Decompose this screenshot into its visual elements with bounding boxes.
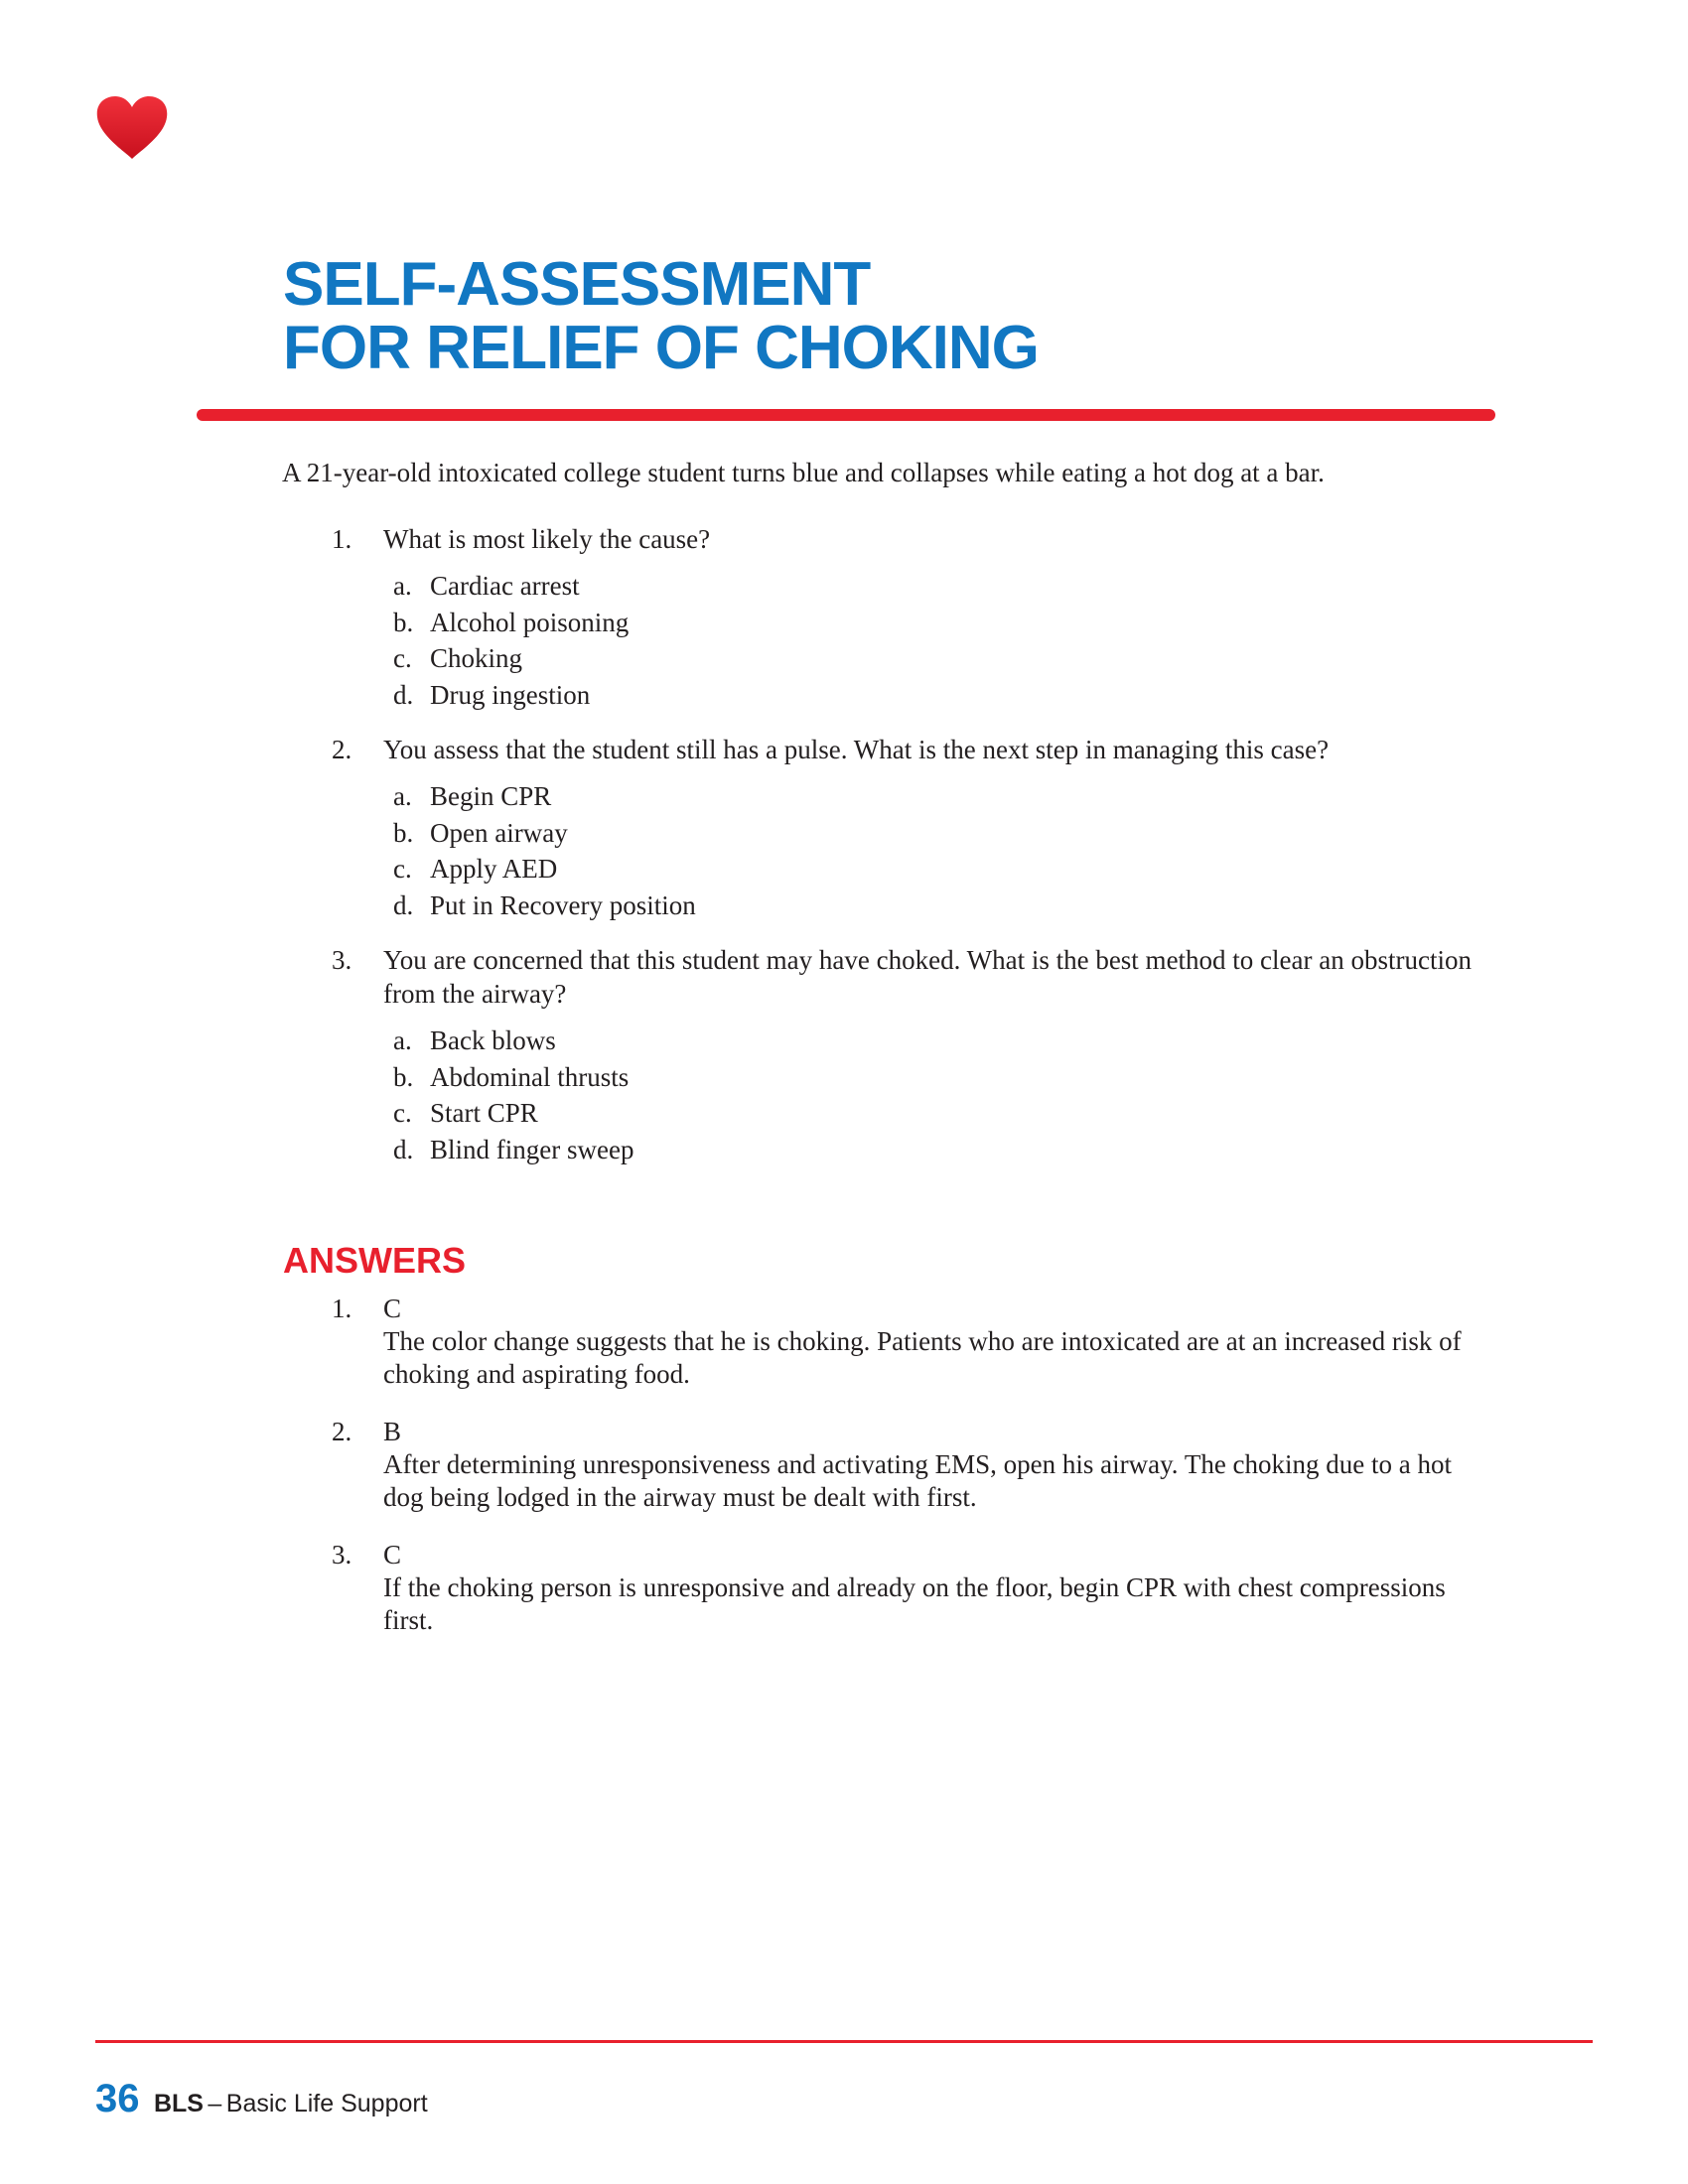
page-title-line-2: FOR RELIEF OF CHOKING [283,314,1039,382]
option-letter: b. [393,607,414,637]
footer-book-title: BLS [153,2090,204,2117]
answer-number: 1. [332,1294,352,1323]
option-item [393,677,1493,714]
option-letter: a. [393,571,412,601]
question-number: 2. [332,735,352,764]
page-title [283,250,1039,382]
page-title-line-1: SELF-ASSESSMENT [283,250,871,319]
option-item [393,1023,1493,1059]
option-text: Abdominal thrusts [430,1061,630,1092]
question-3 [282,943,1493,1167]
option-letter: b. [393,1061,414,1092]
answer-explanation: The color change suggests that he is choking. Patients who are intoxicated are at an increased risk of choking and aspirating food. [383,1326,1462,1389]
option-text: Alcohol poisoning [430,607,630,637]
option-text: Begin CPR [430,781,552,811]
option-text: Start CPR [430,1098,538,1128]
option-list [393,568,1493,713]
option-item [393,568,1493,605]
answer-list [282,1293,1493,1662]
option-letter: b. [393,817,414,848]
option-list [393,778,1493,923]
option-item [393,605,1493,641]
answer-3 [282,1539,1493,1637]
option-letter: a. [393,1025,412,1055]
answer-letter: C [383,1540,402,1570]
question-list [282,522,1493,1167]
option-letter: c. [393,854,412,884]
answer-2 [282,1416,1493,1514]
option-text: Drug ingestion [430,679,591,710]
option-letter: c. [393,643,412,673]
option-text: Blind finger sweep [430,1134,634,1164]
option-item [393,1095,1493,1132]
answer-explanation: If the choking person is unresponsive and already on the floor, begin CPR with chest compressions first. [383,1572,1446,1635]
question-2 [282,733,1493,923]
scenario-text: A 21-year-old intoxicated college student turns blue and collapses while eating a hot dog at a bar. [282,458,1325,487]
answer-number: 3. [332,1540,352,1570]
page-footer [95,2077,428,2120]
answer-letter: B [383,1417,402,1446]
question-1 [282,522,1493,713]
answer-letter: C [383,1294,402,1323]
question-text: You assess that the student still has a pulse. What is the next step in managing this case? [383,735,1330,764]
option-item [393,815,1493,852]
question-text: What is most likely the cause? [383,524,711,554]
option-letter: d. [393,679,414,710]
footer-divider [95,2040,1593,2043]
answers-heading: ANSWERS [283,1240,467,1281]
question-number: 1. [332,524,352,554]
option-text: Apply AED [430,854,558,884]
option-text: Choking [430,643,523,673]
answer-1 [282,1293,1493,1391]
option-letter: a. [393,781,412,811]
answer-explanation: After determining unresponsiveness and activating EMS, open his airway. The choking due to a hot dog being lodged in the airway must be dealt with first. [383,1449,1453,1512]
option-item [393,640,1493,677]
option-list [393,1023,1493,1167]
option-item [393,851,1493,887]
option-letter: c. [393,1098,412,1128]
page-number: 36 [95,2077,140,2120]
option-text: Back blows [430,1025,556,1055]
heart-icon [95,95,169,161]
option-text: Open airway [430,817,568,848]
option-item [393,1132,1493,1168]
title-divider [197,409,1495,421]
footer-separator: – [208,2090,222,2117]
option-text: Cardiac arrest [430,571,580,601]
question-text: You are concerned that this student may have choked. What is the best method to clear an obstruction from the airway? [383,945,1472,1009]
option-text: Put in Recovery position [430,889,696,920]
option-letter: d. [393,1134,414,1164]
option-item [393,778,1493,815]
answer-number: 2. [332,1417,352,1446]
option-letter: d. [393,889,414,920]
footer-subtitle: Basic Life Support [225,2090,428,2117]
question-number: 3. [332,945,352,975]
option-item [393,887,1493,924]
option-item [393,1059,1493,1096]
